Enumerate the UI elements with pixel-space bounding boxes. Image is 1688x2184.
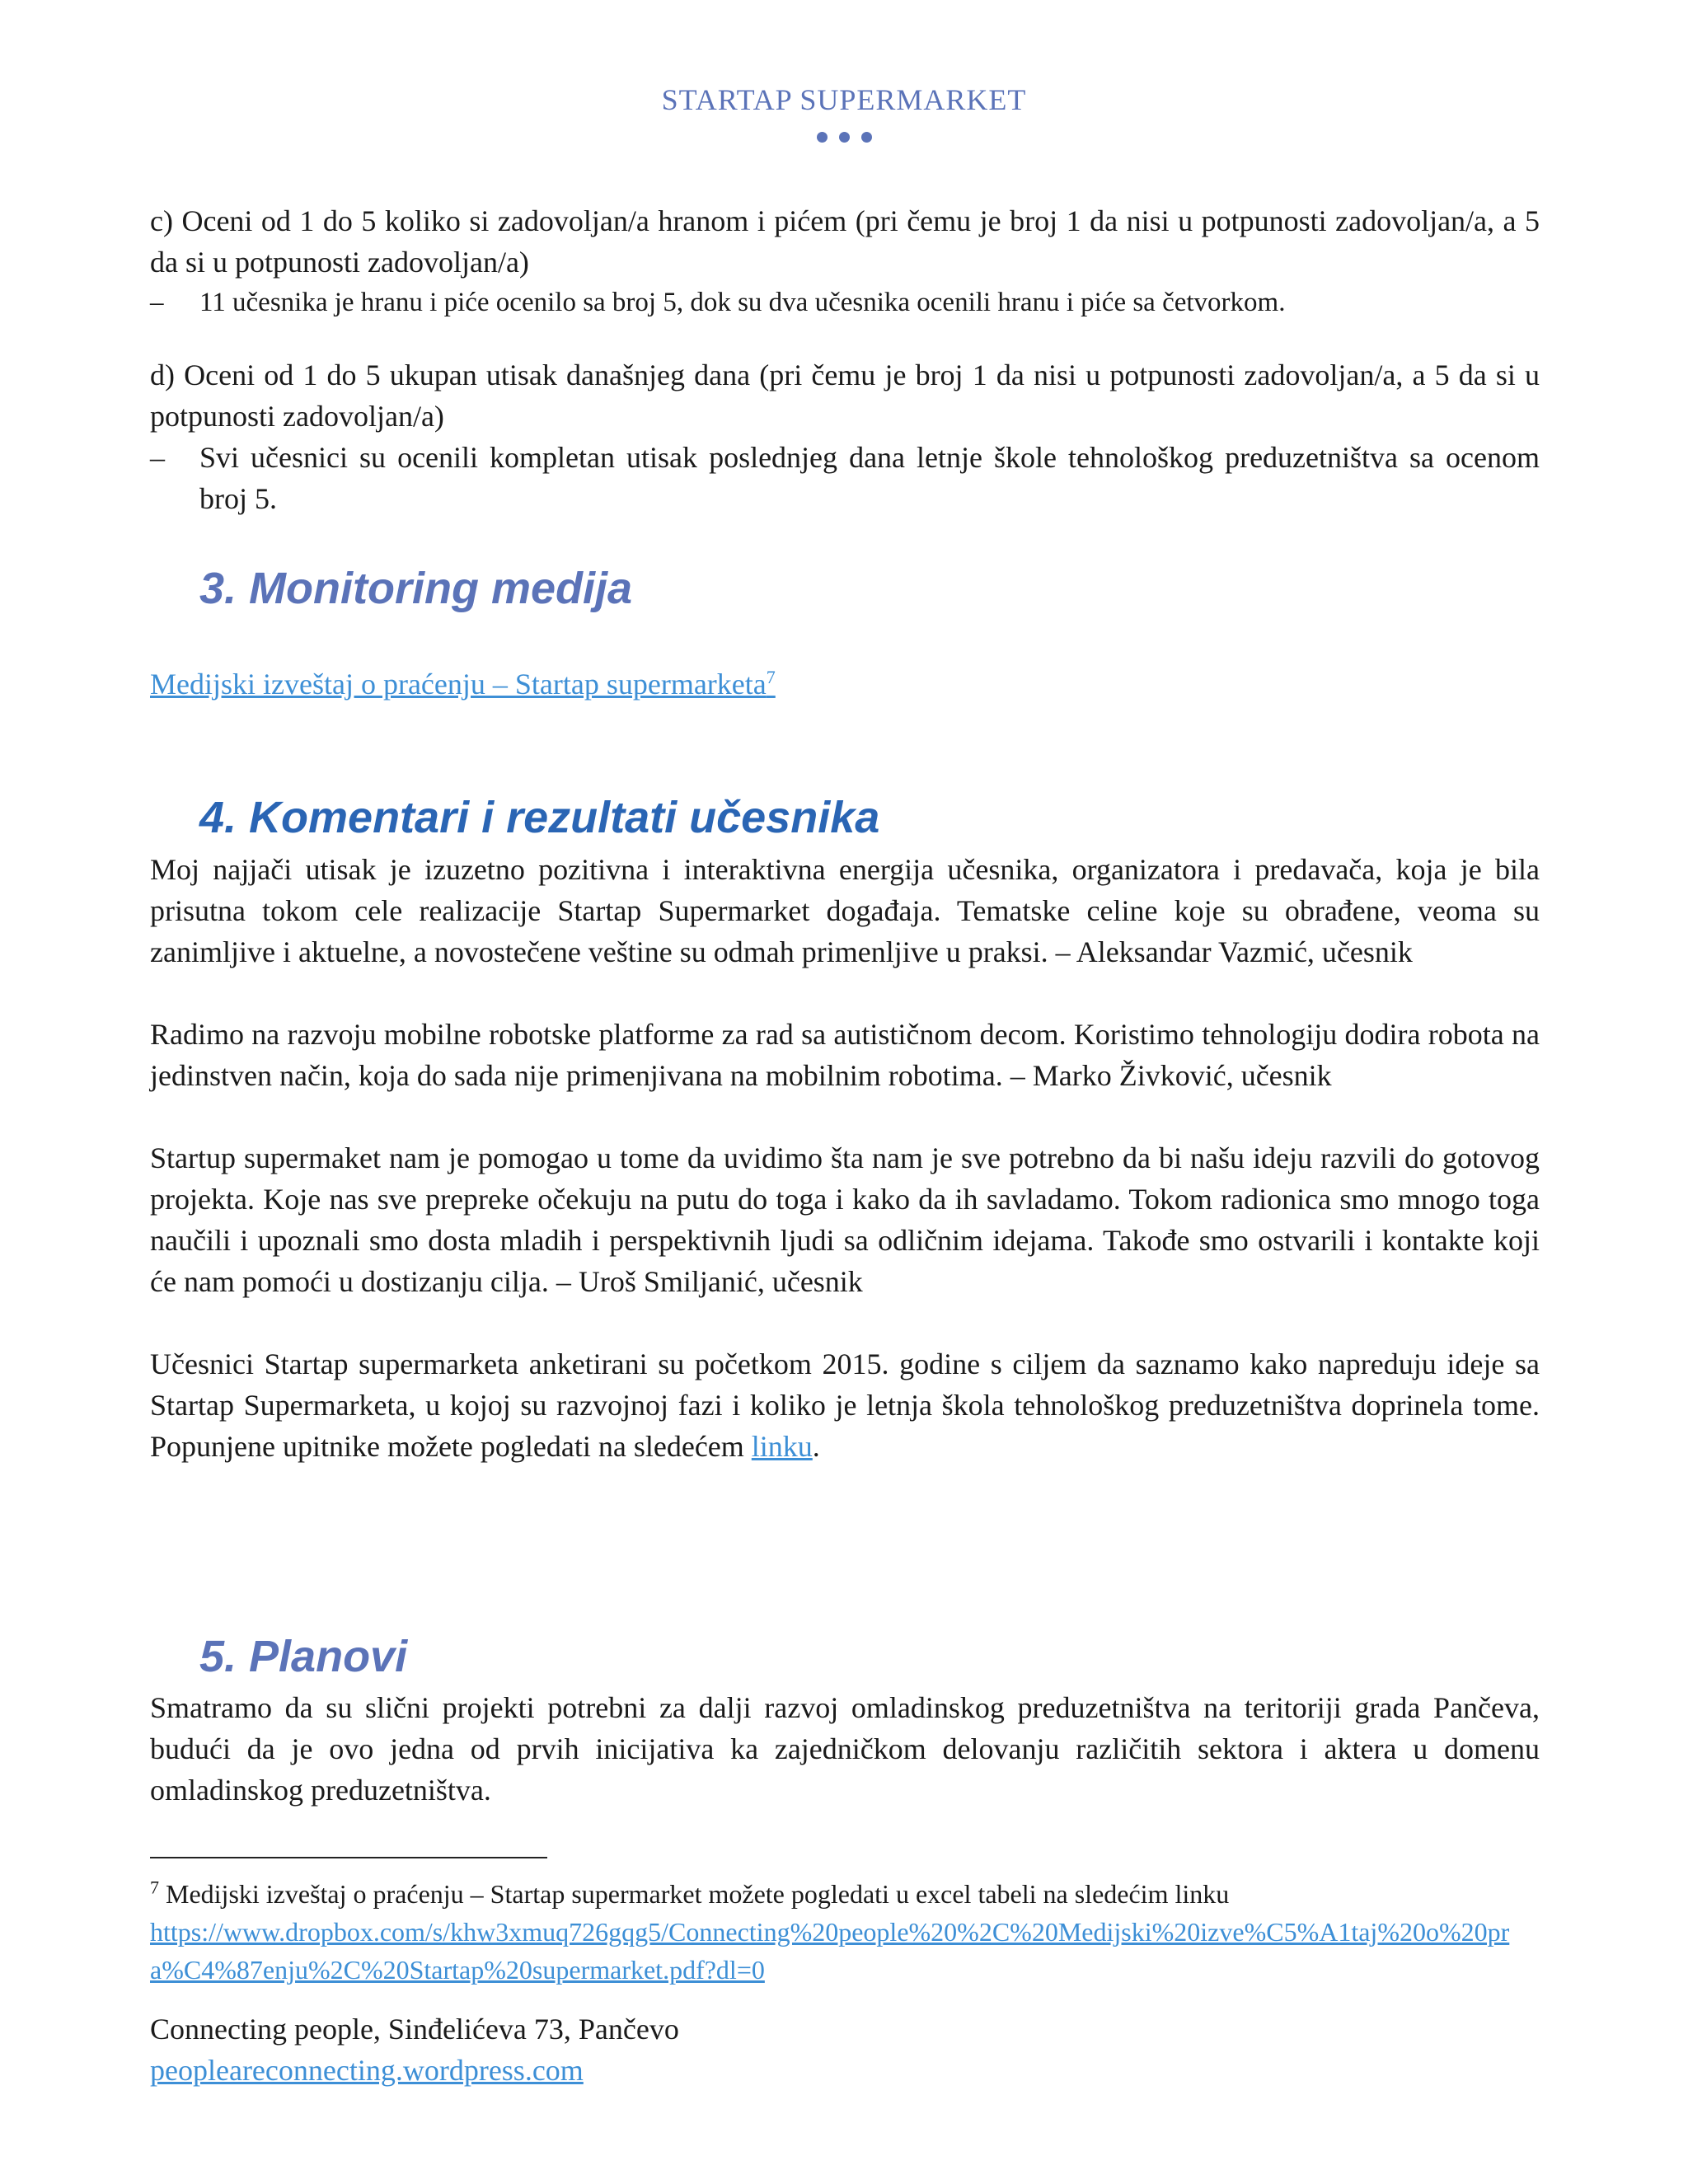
survey-answer-d-text: Svi učesnici su ocenili kompletan utisak poslednjeg dana letnje škole tehnološkog preduzetništva sa ocenom broj 5. bbox=[199, 441, 1540, 515]
footnote-text: Medijski izveštaj o praćenju – Startap supermarket možete pogledati u excel tabeli na sledećim linku bbox=[166, 1879, 1230, 1909]
media-report-link-text: Medijski izveštaj o praćenju – Startap supermarketa bbox=[150, 668, 767, 701]
footnote bbox=[150, 1875, 1540, 1989]
section-3-heading: 3. Monitoring medija bbox=[199, 564, 633, 613]
footer-website-link[interactable]: peopleareconnecting.wordpress.com bbox=[150, 2054, 584, 2087]
footnote-url-link[interactable]: https://www.dropbox.com/s/khw3xmuq726gqg5/Connecting%20people%20%2C%20Medijski%20izve%C5%A1taj%20o%20pra%C4%87enju%2C%20Startap%20supermarket.pdf?dl=0 bbox=[150, 1917, 1510, 1985]
survey-results-paragraph bbox=[150, 1343, 1540, 1467]
survey-answer-c-text: 11 učesnika je hranu i piće ocenilo sa broj 5, dok su dva učesnika ocenili hranu i piće sa četvorkom. bbox=[199, 288, 1286, 317]
media-report-line bbox=[150, 663, 1540, 705]
participant-comment-3: Startup supermaket nam je pomogao u tome da uvidimo šta nam je sve potrebno da bi našu ideju razvili do gotovog projekta. Koje nas sve prepreke očekuju na putu do toga i kako da ih savladamo. Tokom radionica smo mnogo toga naučili i upoznali smo dosta mladih i perspektivnih ljudi sa odličnim idejama. Takođe smo ostvarili i kontakte koji će nam pomoći u dostizanju cilja. – Uroš Smiljanić, učesnik bbox=[150, 1141, 1540, 1298]
participant-comment-1: Moj najjači utisak je izuzetno pozitivna i interaktivna energija učesnika, organizatora i predavača, koja je bila prisutna tokom cele realizacije Startap Supermarket događaja. Tematske celine koje su obrađene, veoma su zanimljive i aktuelne, a novostečene veštine su odmah primenljive u praksi. – Aleksandar Vazmić, učesnik bbox=[150, 853, 1540, 968]
section-5-heading: 5. Planovi bbox=[199, 1632, 408, 1681]
header-title: STARTAP SUPERMARKET bbox=[661, 83, 1027, 116]
survey-results-text: Učesnici Startap supermarketa anketirani su početkom 2015. godine s ciljem da saznamo kako napreduju ideje sa Startap Supermarketa, u kojoj su razvojnoj fazi i koliko je letnja škola tehnološkog preduzetništva doprinela tome. Popunjene upitnike možete pogledati na sledećem bbox=[150, 1347, 1540, 1463]
participant-comment-2: Radimo na razvoju mobilne robotske platforme za rad sa autističnom decom. Koristimo tehnologiju dodira robota na jedinstven način, koja do sada nije primenjivana na mobilnim robotima. – Marko Živković, učesnik bbox=[150, 1018, 1540, 1092]
ornament-dot-icon bbox=[839, 132, 850, 143]
survey-results-end: . bbox=[812, 1430, 820, 1463]
ornament-dot-icon bbox=[861, 132, 872, 143]
survey-question-c-block bbox=[150, 200, 1540, 322]
survey-question-d-block bbox=[150, 354, 1540, 519]
footnote-text-line bbox=[150, 1875, 1540, 1913]
footer-address: Connecting people, Sinđelićeva 73, Pančevo bbox=[150, 2013, 679, 2046]
survey-answer-d bbox=[150, 437, 1540, 519]
section-4-heading: 4. Komentari i rezultati učesnika bbox=[199, 793, 880, 842]
survey-answer-c bbox=[150, 283, 1540, 322]
ornament-dot-icon bbox=[817, 132, 828, 143]
bullet-dash: – bbox=[150, 288, 164, 317]
survey-question-d: d) Oceni od 1 do 5 ukupan utisak današnjeg dana (pri čemu je broj 1 da nisi u potpunosti zadovoljan/a, a 5 da si u potpunosti zadovoljan/a) bbox=[150, 359, 1540, 433]
section-4-body bbox=[150, 849, 1540, 1467]
header-dots-ornament bbox=[0, 132, 1688, 147]
survey-results-link[interactable]: linku bbox=[751, 1430, 813, 1463]
footnote-ref[interactable]: 7 bbox=[766, 667, 776, 687]
footnote-divider bbox=[150, 1857, 547, 1858]
bullet-dash: – bbox=[150, 441, 165, 474]
media-report-link[interactable] bbox=[150, 668, 776, 701]
footer bbox=[150, 2008, 679, 2091]
footnote-number: 7 bbox=[150, 1877, 159, 1898]
survey-question-c: c) Oceni od 1 do 5 koliko si zadovoljan/a hranom i pićem (pri čemu je broj 1 da nisi u potpunosti zadovoljan/a, a 5 da si u potpunosti zadovoljan/a) bbox=[150, 204, 1540, 279]
plans-paragraph: Smatramo da su slični projekti potrebni za dalji razvoj omladinskog preduzetništva na teritoriji grada Pančeva, budući da je ovo jedna od prvih inicijativa ka zajedničkom delovanju različitih sektora i aktera u domenu omladinskog preduzetništva. bbox=[150, 1691, 1540, 1807]
section-5-body bbox=[150, 1687, 1540, 1811]
